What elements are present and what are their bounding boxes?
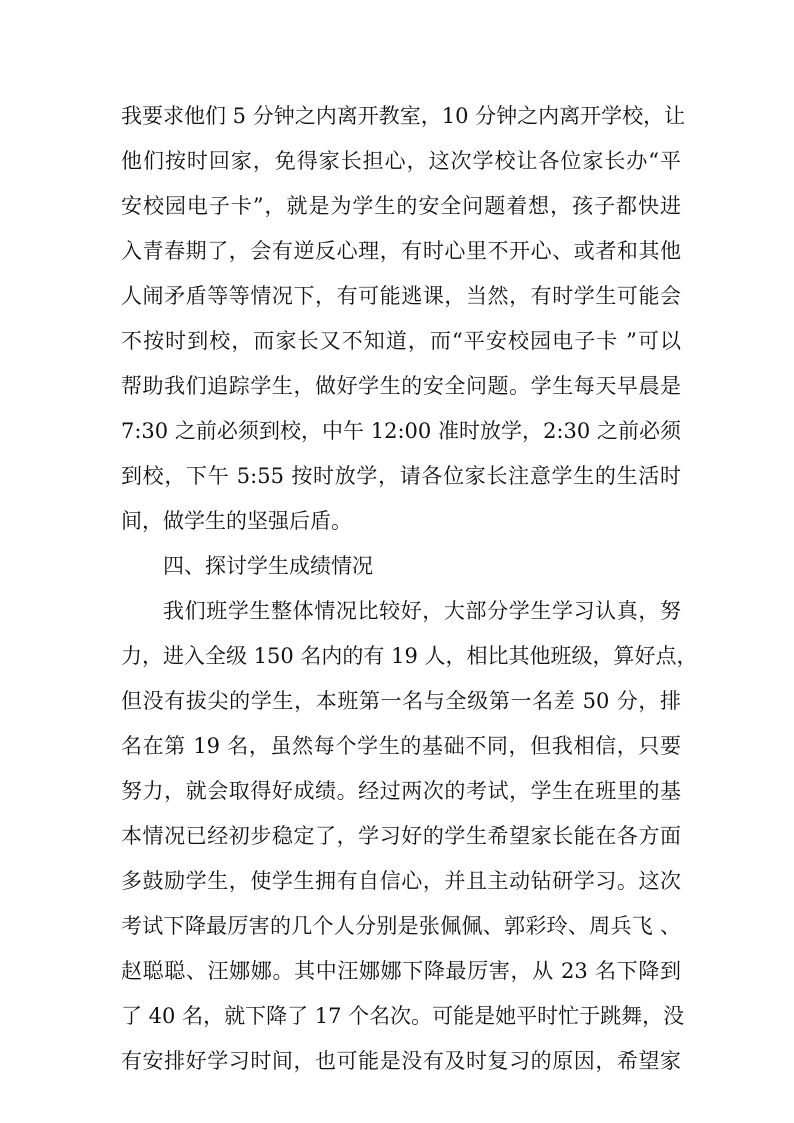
text-line: 7:30 之前必须到校，中午 12:00 准时放学，2:30 之前必须 [121,419,681,443]
text-line: 帮助我们追踪学生，做好学生的安全问题。学生每天早晨是 [121,374,681,398]
text-line: 但没有拔尖的学生，本班第一名与全级第一名差 50 分，排 [121,689,681,713]
text-line: 他们按时回家，免得家长担心，这次学校让各位家长办“平 [121,149,681,173]
text-line: 人闹矛盾等等情况下，有可能逃课，当然，有时学生可能会 [121,284,681,308]
text-line: 间，做学生的坚强后盾。 [121,509,352,533]
text-line: 安校园电子卡”，就是为学生的安全问题着想，孩子都快进 [121,194,681,218]
text-line: 考试下降最厉害的几个人分别是张佩佩、郭彩玲、周兵飞 、 [121,914,681,938]
text-line: 多鼓励学生，使学生拥有自信心，并且主动钻研学习。这次 [121,869,681,893]
text-line: 本情况已经初步稳定了，学习好的学生希望家长能在各方面 [121,824,681,848]
text-line: 不按时到校，而家长又不知道，而“平安校园电子卡 ”可以 [121,329,681,353]
section-heading: 四、探讨学生成绩情况 [163,554,373,578]
text-line: 到校，下午 5:55 按时放学，请各位家长注意学生的生活时 [121,464,681,488]
text-line: 我们班学生整体情况比较好，大部分学生学习认真，努 [163,599,681,623]
text-line: 力，进入全级 150 名内的有 19 人，相比其他班级，算好点， [121,644,698,668]
text-line: 努力，就会取得好成绩。经过两次的考试，学生在班里的基 [121,779,681,803]
text-line: 入青春期了，会有逆反心理，有时心里不开心、或者和其他 [121,239,681,263]
text-line: 赵聪聪、汪娜娜。其中汪娜娜下降最厉害，从 23 名下降到 [121,959,681,983]
text-line: 我要求他们 5 分钟之内离开教室，10 分钟之内离开学校，让 [121,104,686,128]
text-line: 有安排好学习时间，也可能是没有及时复习的原因，希望家 [121,1049,681,1073]
text-line: 名在第 19 名，虽然每个学生的基础不同，但我相信，只要 [121,734,681,758]
text-line: 了 40 名，就下降了 17 个名次。可能是她平时忙于跳舞，没 [121,1004,685,1028]
